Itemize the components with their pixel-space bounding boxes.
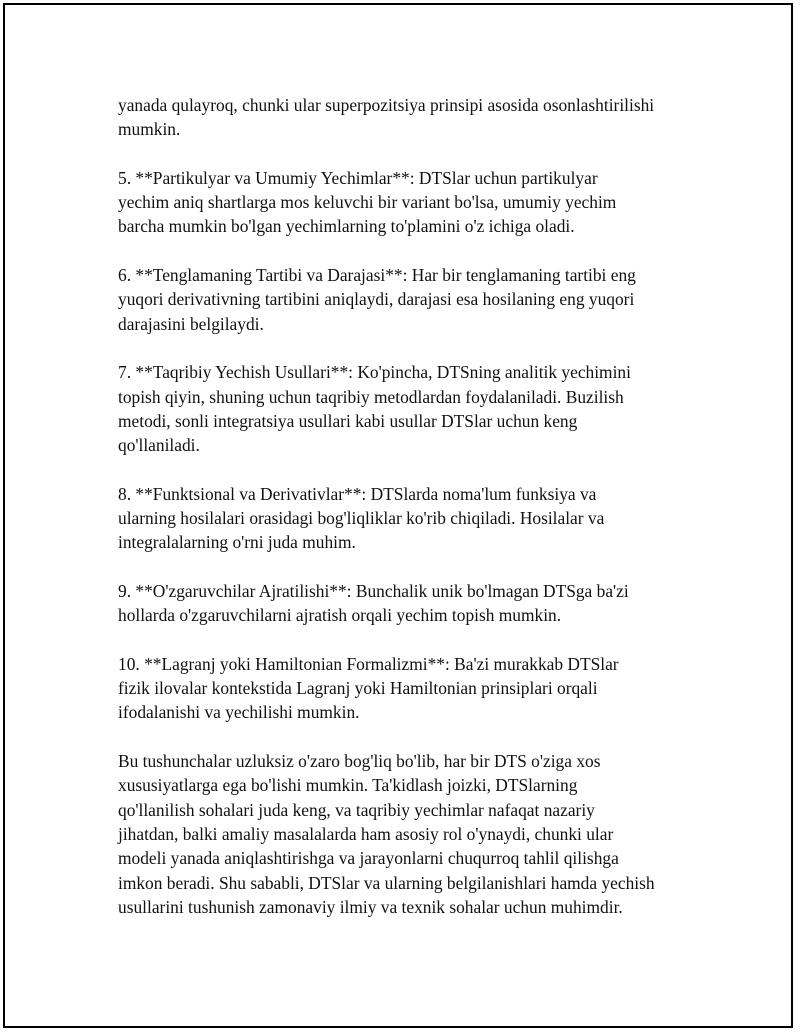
paragraph-item-9 [118, 579, 718, 628]
text-line: yechim aniq shartlarga mos keluvchi bir variant bo'lsa, umumiy yechim [118, 192, 617, 213]
text-line: 7. **Taqribiy Yechish Usullari**: Ko'pincha, DTSning analitik yechimini [118, 362, 631, 383]
paragraph-item-8 [118, 482, 718, 555]
paragraph-continuation [118, 93, 718, 142]
text-line: mumkin. [118, 119, 181, 140]
text-line: yuqori derivativning tartibini aniqlaydi, darajasi esa hosilaning eng yuqori [118, 289, 635, 310]
text-line: 10. **Lagranj yoki Hamiltonian Formalizmi**: Ba'zi murakkab DTSlar [118, 653, 619, 674]
text-line: modeli yanada aniqlashtirishga va jarayonlarni chuqurroq tahlil qilishga [118, 848, 619, 869]
text-line: barcha mumkin bo'lgan yechimlarning to'plamini o'z ichiga oladi. [118, 216, 575, 237]
text-line: topish qiyin, shuning uchun taqribiy metodlardan foydalaniladi. Buzilish [118, 386, 624, 407]
text-line: fizik ilovalar kontekstida Lagranj yoki Hamiltonian prinsiplari orqali [118, 678, 598, 699]
text-line: yanada qulayroq, chunki ular superpozitsiya prinsipi asosida osonlashtirilishi [118, 95, 655, 115]
paragraph-conclusion [118, 749, 718, 919]
text-line: xususiyatlarga ega bo'lishi mumkin. Ta'kidlash joizki, DTSlarning [118, 775, 578, 796]
text-line: ularning hosilalari orasidagi bog'liqliklar ko'rib chiqiladi. Hosilalar va [118, 508, 605, 529]
text-line: qo'llaniladi. [118, 435, 200, 456]
text-line: 9. **O'zgaruvchilar Ajratilishi**: Bunchalik unik bo'lmagan DTSga ba'zi [118, 580, 629, 601]
paragraph-item-5 [118, 166, 718, 239]
text-line: hollarda o'zgaruvchilarni ajratish orqali yechim topish mumkin. [118, 605, 562, 626]
paragraph-item-7 [118, 360, 718, 457]
text-line: imkon beradi. Shu sababli, DTSlar va ularning belgilanishlari hamda yechish [118, 872, 655, 893]
text-line: Bu tushunchalar uzluksiz o'zaro bog'liq bo'lib, har bir DTS o'ziga xos [118, 751, 601, 772]
text-line: jihatdan, balki amaliy masalalarda ham asosiy rol o'ynaydi, chunki ular [118, 823, 614, 844]
text-line: metodi, sonli integratsiya usullari kabi usullar DTSlar uchun keng [118, 410, 578, 431]
text-line: qo'llanilish sohalari juda keng, va taqribiy yechimlar nafaqat nazariy [118, 799, 595, 820]
paragraph-item-10 [118, 652, 718, 725]
text-line: 6. **Tenglamaning Tartibi va Darajasi**: Har bir tenglamaning tartibi eng [118, 265, 636, 286]
text-line: 5. **Partikulyar va Umumiy Yechimlar**: DTSlar uchun partikulyar [118, 167, 598, 188]
text-line: 8. **Funktsional va Derivativlar**: DTSlarda noma'lum funksiya va [118, 483, 597, 504]
paragraph-item-6 [118, 263, 718, 336]
text-line: usullarini tushunish zamonaviy ilmiy va texnik sohalar uchun muhimdir. [118, 896, 623, 917]
text-line: darajasini belgilaydi. [118, 313, 264, 334]
text-line: ifodalanishi va yechilishi mumkin. [118, 702, 360, 723]
document-body [118, 93, 718, 943]
text-line: integralalarning o'rni juda muhim. [118, 532, 356, 553]
